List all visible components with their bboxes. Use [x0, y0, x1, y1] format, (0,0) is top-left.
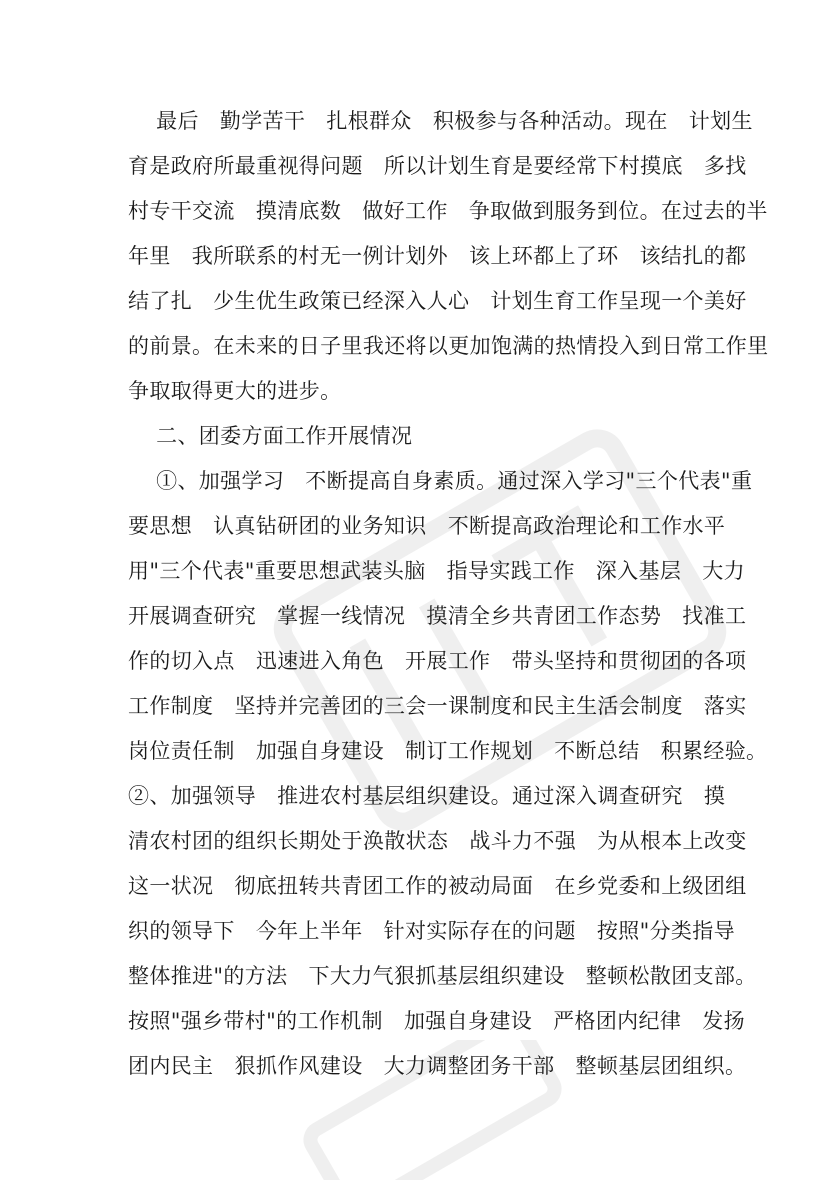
text-line: 育是政府所最重视得问题 所以计划生育是要经常下村摸底 多找 [128, 154, 747, 178]
text-line: 要思想 认真钻研团的业务知识 不断提高政治理论和工作水平 [128, 514, 726, 538]
text-line: 按照"强乡带村"的工作机制 加强自身建设 严格团内纪律 发扬 [128, 1009, 745, 1033]
text-line: 岗位责任制 加强自身建设 制订工作规划 不断总结 积累经验。 [128, 739, 768, 763]
text-line: 团内民主 狠抓作风建设 大力调整团务干部 整顿基层团组织。 [128, 1054, 747, 1078]
text-line: 年里 我所联系的村无一例计划外 该上环都上了环 该结扎的都 [128, 244, 747, 268]
text-line: ①、加强学习 不断提高自身素质。通过深入学习"三个代表"重 [128, 469, 753, 493]
text-line: 结了扎 少生优生政策已经深入人心 计划生育工作呈现一个美好 [128, 289, 747, 313]
text-line: 整体推进"的方法 下大力气狠抓基层组织建设 整顿松散团支部。 [128, 964, 757, 988]
text-line: 最后 勤学苦干 扎根群众 积极参与各种活动。现在 计划生 [128, 109, 753, 133]
text-line: 清农村团的组织长期处于涣散状态 战斗力不强 为从根本上改变 [128, 829, 747, 853]
section-heading: 二、团委方面工作开展情况 [128, 424, 413, 448]
text-line: 用"三个代表"重要思想武装头脑 指导实践工作 深入基层 大力 [128, 559, 745, 583]
text-line: 开展调查研究 掌握一线情况 摸清全乡共青团工作态势 找准工 [128, 604, 747, 628]
text-line: 作的切入点 迅速进入角色 开展工作 带头坚持和贯彻团的各项 [128, 649, 747, 673]
text-line: 织的领导下 今年上半年 针对实际存在的问题 按照"分类指导 [128, 919, 735, 943]
text-line: 工作制度 坚持并完善团的三会一课制度和民主生活会制度 落实 [128, 694, 747, 718]
text-line: ②、加强领导 推进农村基层组织建设。通过深入调查研究 摸 [128, 784, 726, 808]
text-line: 这一状况 彻底扭转共青团工作的被动局面 在乡党委和上级团组 [128, 874, 747, 898]
text-line: 争取取得更大的进步。 [128, 379, 342, 403]
text-line: 的前景。在未来的日子里我还将以更加饱满的热情投入到日常工作里 [128, 334, 769, 358]
text-line: 村专干交流 摸清底数 做好工作 争取做到服务到位。在过去的半 [128, 199, 768, 223]
